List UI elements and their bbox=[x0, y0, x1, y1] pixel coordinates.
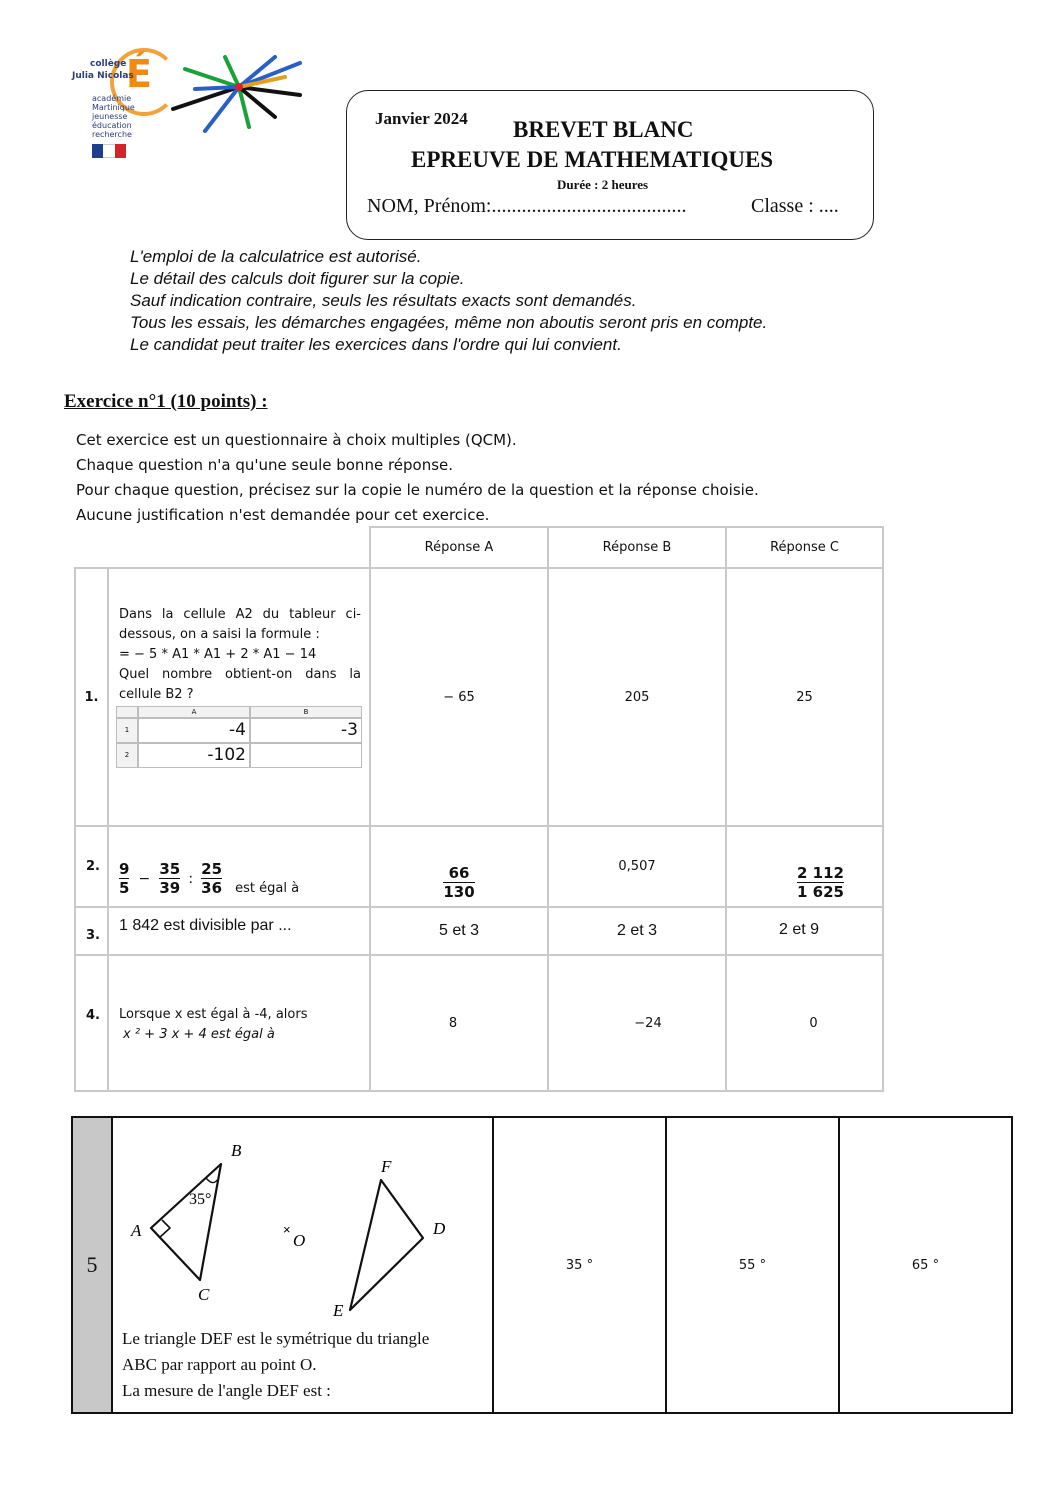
class-field: Classe : .... bbox=[751, 195, 839, 217]
header-reponse-c: Réponse C bbox=[725, 526, 884, 569]
spreadsheet-excerpt: A B 1 -4 -3 2 -102 bbox=[116, 706, 362, 768]
instruction-line: Sauf indication contraire, seuls les résultats exacts sont demandés. bbox=[130, 291, 637, 310]
exercise-title: Exercice n°1 (10 points) : bbox=[64, 391, 268, 412]
q2-expression: $\frac{9}{5}$ − $\frac{35}{39}$ : $\frac{25}{36}$ $_{est égal à}$ bbox=[107, 825, 371, 908]
point-o-cross-icon: × bbox=[283, 1222, 291, 1237]
q1-number: 1. bbox=[74, 567, 109, 827]
q4-text: Lorsque x est égal à -4, alors x ² + 3 x + 4 est égal à bbox=[107, 954, 371, 1092]
instruction-line: Le candidat peut traiter les exercices dans l'ordre qui lui convient. bbox=[130, 335, 622, 354]
fraction: $\frac{25}{36}$ bbox=[201, 860, 223, 897]
intro-line: Pour chaque question, précisez sur la copie le numéro de la question et la réponse choisie. bbox=[76, 481, 759, 499]
instruction-line: Le détail des calculs doit figurer sur la copie. bbox=[130, 269, 465, 288]
q3-number: 3. bbox=[74, 906, 109, 956]
qcm-intro bbox=[76, 428, 759, 528]
label-c: C bbox=[198, 1285, 210, 1304]
intro-line: Chaque question n'a qu'une seule bonne réponse. bbox=[76, 456, 454, 474]
q5-answer-c: 65 ° bbox=[838, 1116, 1013, 1414]
header-reponse-a: Réponse A bbox=[369, 526, 549, 569]
label-b: B bbox=[231, 1141, 242, 1160]
q1-text: Dans la cellule A2 du tableur ci- dessous, on a saisi la formule : = − 5 * A1 * A1 + 2 * A1 − 14 Quel nombre obtient-on dans la cellule B2 ? bbox=[107, 567, 371, 827]
academy-lines: académie Martinique jeunesse éducation recherche bbox=[92, 94, 135, 139]
fraction: $\frac{35}{39}$ bbox=[159, 860, 181, 897]
q3-answer-b: 2 et 3 bbox=[547, 906, 727, 956]
label-d: D bbox=[433, 1219, 446, 1238]
q4-answer-a: 8 bbox=[369, 954, 549, 1092]
label-o: O bbox=[293, 1231, 306, 1250]
q3-text: 1 842 est divisible par ... bbox=[107, 906, 371, 956]
label-a: A bbox=[131, 1221, 142, 1240]
fraction: $\frac{9}{5}$ bbox=[119, 860, 130, 897]
label-f: F bbox=[381, 1157, 392, 1176]
exam-date: Janvier 2024 bbox=[375, 109, 468, 128]
q5-answer-b: 55 ° bbox=[665, 1116, 840, 1414]
exam-subject: EPREUVE DE MATHEMATIQUES bbox=[411, 147, 774, 172]
intro-line: Aucune justification n'est demandée pour cet exercice. bbox=[76, 506, 490, 524]
exam-title: BREVET BLANC bbox=[513, 117, 694, 142]
q1-answer-c: 25 bbox=[725, 567, 884, 827]
q2-answer-a: $\frac{66}{130}$ bbox=[369, 825, 549, 908]
q5-number: 5 bbox=[71, 1116, 113, 1414]
instruction-line: L'emploi de la calculatrice est autorisé. bbox=[130, 247, 422, 266]
label-e: E bbox=[333, 1301, 344, 1318]
title-box bbox=[346, 90, 874, 240]
starburst-logo-icon bbox=[165, 55, 305, 135]
symmetry-figure bbox=[113, 1118, 492, 1318]
q5-figure-cell bbox=[111, 1116, 494, 1414]
instructions bbox=[130, 246, 767, 356]
q5-answer-a: 35 ° bbox=[492, 1116, 667, 1414]
angle-label: 35° bbox=[189, 1191, 212, 1208]
q4-number: 4. bbox=[74, 954, 109, 1092]
name-field: NOM, Prénom:....................................... bbox=[367, 195, 687, 217]
q1-answer-a: − 65 bbox=[369, 567, 549, 827]
q3-answer-a: 5 et 3 bbox=[369, 906, 549, 956]
intro-line: Cet exercice est un questionnaire à choix multiples (QCM). bbox=[76, 431, 517, 449]
q2-answer-c: $\frac{2 112}{1 625}$ bbox=[725, 825, 884, 908]
instruction-line: Tous les essais, les démarches engagées, même non aboutis seront pris en compte. bbox=[130, 313, 768, 332]
q1-answer-b: 205 bbox=[547, 567, 727, 827]
q2-number: 2. bbox=[74, 825, 109, 908]
header-reponse-b: Réponse B bbox=[547, 526, 727, 569]
q4-answer-c: 0 bbox=[725, 954, 884, 1092]
college-logo: É collège Julia Nicolas académie Martinique jeunesse éducation recherche bbox=[70, 44, 162, 179]
exam-duration: Durée : 2 heures bbox=[557, 177, 649, 192]
q5-text: Le triangle DEF est le symétrique du triangle ABC par rapport au point O. La mesure de l'angle DEF est : bbox=[122, 1329, 430, 1400]
french-flag-icon bbox=[92, 144, 126, 158]
q3-answer-c: 2 et 9 bbox=[725, 906, 884, 956]
q4-answer-b: −24 bbox=[547, 954, 727, 1092]
q2-answer-b: 0,507 bbox=[547, 825, 727, 908]
